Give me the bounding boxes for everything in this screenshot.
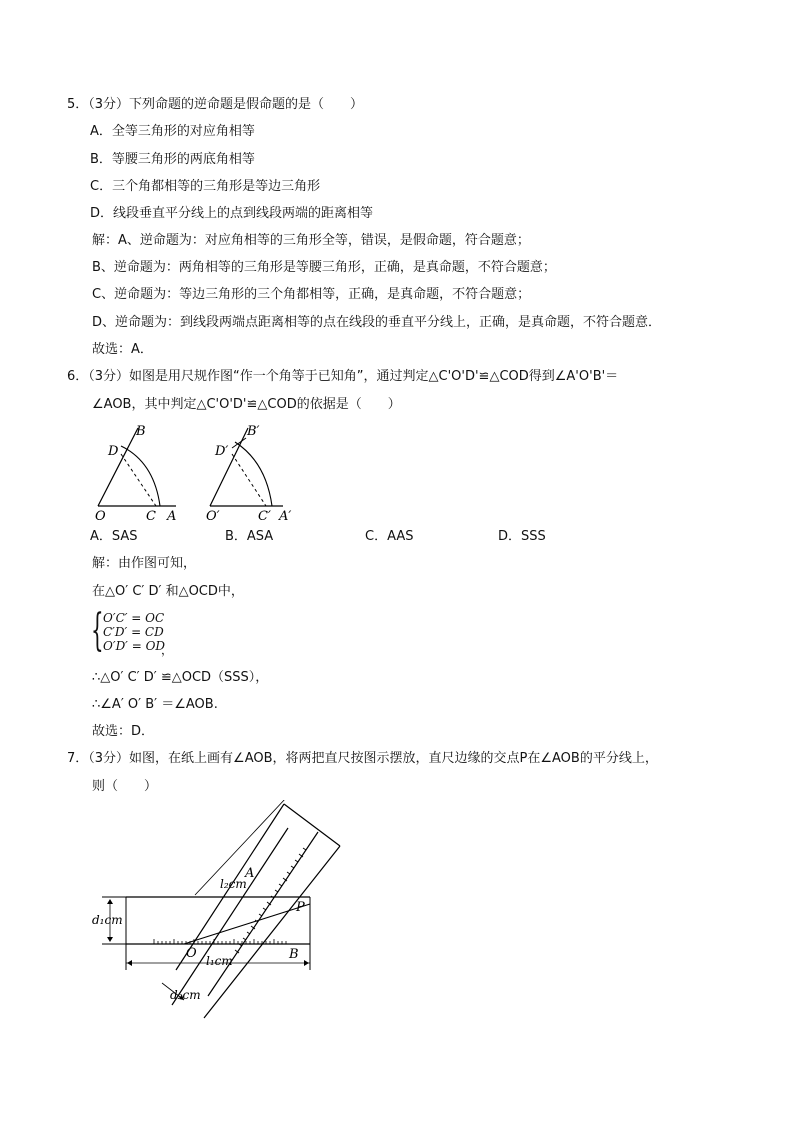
q6-option-a: A．SAS [90, 529, 138, 544]
q5-answer: 故选：A． [92, 342, 153, 357]
label-d1: d₁cm [92, 913, 123, 927]
q5-solution-line-4: D、逆命题为：到线段两端点距离相等的点在线段的垂直平分线上，正确，是真命题，不符合题意． [92, 315, 662, 330]
q6-option-b: B．ASA [225, 529, 274, 544]
q6-right-label-d: D′ [215, 444, 229, 459]
system-eq-1: O′C′ = OC [103, 611, 165, 625]
q6-angle-construction-figure [88, 418, 308, 526]
q5-option-d: D．线段垂直平分线上的点到线段两端的距离相等 [90, 206, 374, 221]
q5-solution-line-2: B、逆命题为：两角相等的三角形是等腰三角形，正确，是真命题，不符合题意； [92, 260, 556, 275]
q6-right-label-a: A′ [279, 509, 292, 524]
label-a: A [245, 866, 255, 881]
q7-stem-line-1: 7．（3分）如图，在纸上画有∠AOB，将两把直尺按图示摆放，直尺边缘的交点P在∠AOB的平分线上， [67, 751, 658, 766]
label-l1: l₁cm [206, 954, 233, 968]
q6-right-label-o: O′ [206, 509, 220, 524]
q6-left-label-c: C [146, 509, 156, 524]
q6-therefore-1: ∴△O′ C′ D′ ≌△OCD（SSS）， [92, 670, 269, 685]
label-d2: d₂cm [170, 988, 201, 1002]
q6-answer: 故选：D． [92, 724, 155, 739]
q6-solution-intro: 解：由作图可知， [92, 556, 197, 571]
q6-solution-in: 在△O′ C′ D′ 和△OCD中， [92, 584, 244, 599]
q6-left-angle [95, 424, 176, 524]
label-o: O [186, 946, 197, 961]
q6-left-label-b: B [136, 424, 146, 439]
q6-right-label-c: C′ [258, 509, 271, 524]
q5-option-a: A．全等三角形的对应角相等 [90, 124, 255, 139]
q6-option-d: D．SSS [498, 529, 546, 544]
q5-stem: 5．（3分）下列命题的逆命题是假命题的是（ ） [67, 97, 364, 112]
q6-right-angle [206, 424, 291, 524]
system-tail: ， [161, 643, 174, 657]
q6-left-label-o: O [95, 509, 106, 524]
q6-left-label-a: A [167, 509, 177, 524]
label-b: B [289, 947, 299, 962]
system-eq-2: C′D′ = CD [103, 625, 164, 639]
system-eq-3: O′D′ = OD [103, 639, 166, 653]
q5-option-c: C．三个角都相等的三角形是等边三角形 [90, 179, 321, 194]
label-l2: l₂cm [220, 877, 247, 891]
q7-stem-line-2: 则（ ） [92, 779, 158, 794]
q6-right-label-b: B′ [247, 424, 260, 439]
q6-therefore-2: ∴∠A′ O′ B′ ＝∠AOB. [92, 697, 218, 712]
q5-solution-line-3: C、逆命题为：等边三角形的三个角都相等，正确，是真命题，不符合题意； [92, 287, 531, 302]
q6-option-c: C．AAS [365, 529, 414, 544]
q6-left-label-d: D [108, 444, 119, 459]
slanted-ruler [162, 800, 340, 1018]
label-p: P [296, 900, 305, 915]
q5-solution-line-1: 解：A、逆命题为：对应角相等的三角形全等，错误，是假命题，符合题意； [92, 233, 530, 248]
q7-two-rulers-figure [88, 800, 348, 1022]
system-brace: { [91, 605, 104, 656]
q6-stem-line-1: 6．（3分）如图是用尺规作图“作一个角等于已知角”，通过判定△C'O'D'≌△COD得到∠A'O'B'＝ [67, 369, 619, 384]
q6-equation-system [91, 607, 181, 659]
q5-option-b: B．等腰三角形的两底角相等 [90, 152, 255, 167]
q6-stem-line-2: ∠AOB，其中判定△C'O'D'≌△COD的依据是（ ） [92, 397, 401, 412]
